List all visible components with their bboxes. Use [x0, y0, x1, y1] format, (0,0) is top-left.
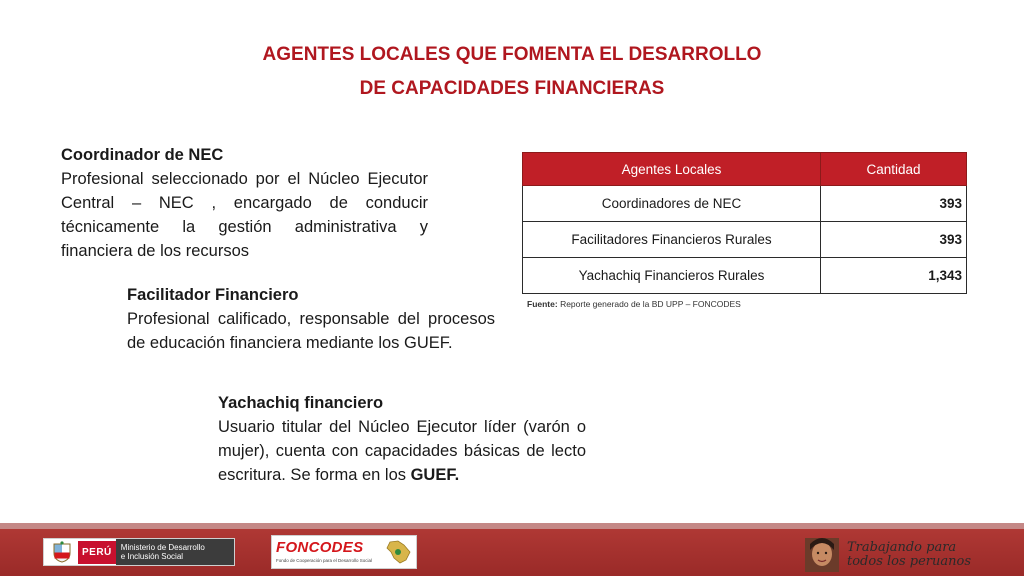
table-row [523, 222, 967, 258]
yachachiq-text [218, 415, 586, 487]
woman-portrait-icon [805, 538, 839, 572]
table-cell-agent: Facilitadores Financieros Rurales [523, 222, 821, 258]
table-header-agents: Agentes Locales [523, 153, 821, 186]
slogan-line-1: Trabajando para [847, 540, 957, 555]
facilitador-heading: Facilitador Financiero [127, 286, 299, 304]
source-text: Reporte generado de la BD UPP – FONCODES [557, 299, 741, 309]
ministry-name [116, 539, 234, 565]
table-row [523, 258, 967, 294]
agents-table [522, 152, 967, 294]
table-header-quantity: Cantidad [821, 153, 967, 186]
ministry-logo [43, 538, 235, 566]
facilitador-block [127, 283, 495, 355]
slogan-logo [805, 537, 990, 573]
yachachiq-heading: Yachachiq financiero [218, 394, 384, 412]
facilitador-text: Profesional calificado, responsable del procesos de educación financiera mediante los GUEF. [127, 310, 495, 352]
foncodes-logo [271, 535, 417, 569]
yachachiq-text-main: Usuario titular del Núcleo Ejecutor líder (varón o mujer), cuenta con capacidades básicas de lecto escritura. Se forma en los [218, 418, 586, 484]
table-row [523, 186, 967, 222]
foncodes-subtitle: Fondo de Cooperación para el Desarrollo Social [276, 558, 373, 563]
yachachiq-text-bold: GUEF. [410, 466, 460, 484]
slogan-line-2: todos los peruanos [847, 554, 972, 569]
peru-label: PERÚ [78, 541, 116, 564]
table-source-note [527, 299, 741, 309]
slogan-text [847, 541, 971, 569]
table-cell-quantity: 1,343 [821, 258, 967, 294]
table-cell-quantity: 393 [821, 186, 967, 222]
table-cell-agent: Yachachiq Financieros Rurales [523, 258, 821, 294]
coordinador-block [61, 143, 428, 263]
coordinador-heading: Coordinador de NEC [61, 146, 224, 164]
table-header-row [523, 153, 967, 186]
peru-map-icon [384, 540, 412, 564]
foncodes-wordmark: FONCODES [276, 539, 364, 556]
yachachiq-block [218, 391, 586, 487]
coat-of-arms-icon [50, 541, 74, 563]
slide-title-line-2: DE CAPACIDADES FINANCIERAS [359, 78, 665, 99]
ministry-name-line-2: e Inclusión Social [120, 552, 184, 561]
source-label: Fuente: [527, 299, 558, 309]
slide-title-line-1: AGENTES LOCALES QUE FOMENTA EL DESARROLLO [262, 44, 762, 65]
table-cell-quantity: 393 [821, 222, 967, 258]
ministry-name-line-1: Ministerio de Desarrollo [120, 543, 205, 552]
table-cell-agent: Coordinadores de NEC [523, 186, 821, 222]
footer-band [0, 523, 1024, 529]
coordinador-text: Profesional seleccionado por el Núcleo Ejecutor Central – NEC , encargado de conducir técnicamente la gestión administrativa y financiera de los recursos [61, 170, 428, 260]
